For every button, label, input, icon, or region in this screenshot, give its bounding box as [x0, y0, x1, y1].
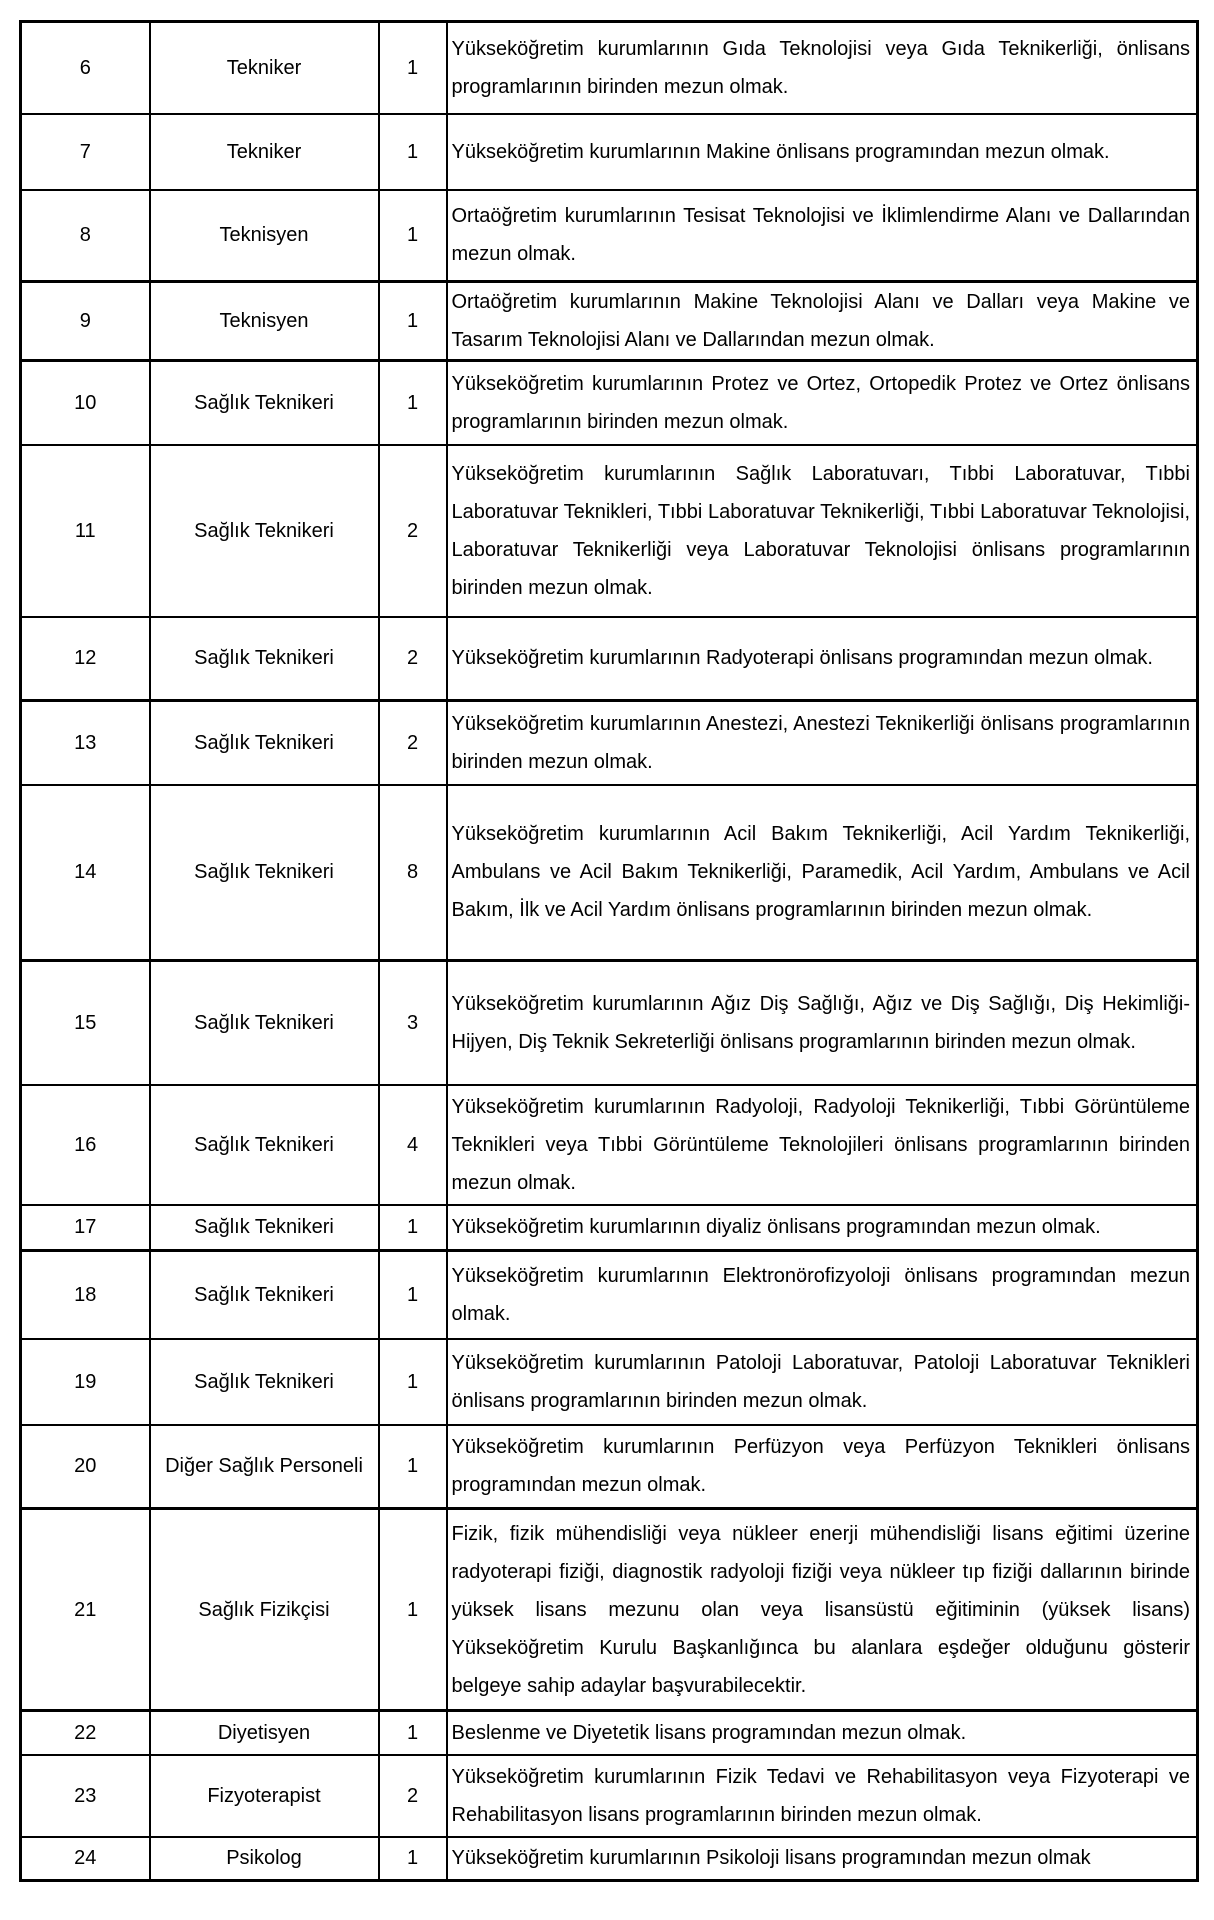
requirement-cell: Yükseköğretim kurumlarının Sağlık Laboratuvarı, Tıbbi Laboratuvar, Tıbbi Laboratuvar Teknikleri, Tıbbi Laboratuvar Teknikerliği, Tıbbi Laboratuvar Teknolojisi, Laboratuvar Teknikerliği veya Laboratuvar Teknolojisi önlisans programlarının birinden mezun olmak.: [447, 445, 1198, 617]
table-row: [21, 785, 1198, 961]
requirement-cell: Yükseköğretim kurumlarının Acil Bakım Teknikerliği, Acil Yardım Teknikerliği, Ambulans ve Acil Bakım Teknikerliği, Paramedik, Acil Yardım, Ambulans ve Acil Bakım, İlk ve Acil Yardım önlisans programlarının birinden mezun olmak.: [447, 785, 1198, 961]
row-number-cell: 24: [21, 1837, 150, 1881]
position-title-cell: Sağlık Teknikeri: [150, 1085, 379, 1205]
position-title-cell: Sağlık Teknikeri: [150, 961, 379, 1085]
document-page: [19, 20, 1196, 1882]
requirement-cell: Yükseköğretim kurumlarının Gıda Teknolojisi veya Gıda Teknikerliği, önlisans programlarının birinden mezun olmak.: [447, 22, 1198, 114]
position-title-cell: Sağlık Teknikeri: [150, 785, 379, 961]
position-title-cell: Diyetisyen: [150, 1711, 379, 1755]
row-number-cell: 6: [21, 22, 150, 114]
requirement-cell: Yükseköğretim kurumlarının Fizik Tedavi ve Rehabilitasyon veya Fizyoterapi ve Rehabilitasyon lisans programlarının birinden mezun olmak.: [447, 1755, 1198, 1837]
requirement-cell: Yükseköğretim kurumlarının Radyoterapi önlisans programından mezun olmak.: [447, 617, 1198, 701]
requirement-cell: Ortaöğretim kurumlarının Makine Teknolojisi Alanı ve Dalları veya Makine ve Tasarım Teknolojisi Alanı ve Dallarından mezun olmak.: [447, 282, 1198, 361]
position-title-cell: Diğer Sağlık Personeli: [150, 1425, 379, 1509]
requirement-cell: Ortaöğretim kurumlarının Tesisat Teknolojisi ve İklimlendirme Alanı ve Dallarından mezun olmak.: [447, 190, 1198, 282]
position-count-cell: 1: [379, 1251, 447, 1339]
table-row: [21, 190, 1198, 282]
position-count-cell: 1: [379, 114, 447, 190]
position-title-cell: Fizyoterapist: [150, 1755, 379, 1837]
position-count-cell: 8: [379, 785, 447, 961]
requirement-cell: Yükseköğretim kurumlarının Perfüzyon veya Perfüzyon Teknikleri önlisans programından mezun olmak.: [447, 1425, 1198, 1509]
table-row: [21, 1085, 1198, 1205]
position-title-cell: Sağlık Teknikeri: [150, 1339, 379, 1425]
position-count-cell: 1: [379, 22, 447, 114]
requirement-cell: Yükseköğretim kurumlarının Elektronörofizyoloji önlisans programından mezun olmak.: [447, 1251, 1198, 1339]
position-title-cell: Sağlık Teknikeri: [150, 1205, 379, 1251]
row-number-cell: 8: [21, 190, 150, 282]
row-number-cell: 23: [21, 1755, 150, 1837]
row-number-cell: 12: [21, 617, 150, 701]
requirement-cell: Yükseköğretim kurumlarının Protez ve Ortez, Ortopedik Protez ve Ortez önlisans programlarının birinden mezun olmak.: [447, 361, 1198, 445]
position-title-cell: Sağlık Fizikçisi: [150, 1509, 379, 1711]
requirement-cell: Yükseköğretim kurumlarının Radyoloji, Radyoloji Teknikerliği, Tıbbi Görüntüleme Teknikleri veya Tıbbi Görüntüleme Teknolojileri önlisans programlarının birinden mezun olmak.: [447, 1085, 1198, 1205]
row-number-cell: 17: [21, 1205, 150, 1251]
position-title-cell: Tekniker: [150, 114, 379, 190]
table-row: [21, 961, 1198, 1085]
requirement-cell: Yükseköğretim kurumlarının Anestezi, Anestezi Teknikerliği önlisans programlarının birinden mezun olmak.: [447, 701, 1198, 785]
position-count-cell: 1: [379, 1425, 447, 1509]
requirement-cell: Yükseköğretim kurumlarının Psikoloji lisans programından mezun olmak: [447, 1837, 1198, 1881]
position-title-cell: Psikolog: [150, 1837, 379, 1881]
position-count-cell: 3: [379, 961, 447, 1085]
row-number-cell: 16: [21, 1085, 150, 1205]
table-row: [21, 701, 1198, 785]
position-title-cell: Teknisyen: [150, 190, 379, 282]
table-row: [21, 361, 1198, 445]
table-row: [21, 1205, 1198, 1251]
position-count-cell: 4: [379, 1085, 447, 1205]
table-row: [21, 1509, 1198, 1711]
position-title-cell: Teknisyen: [150, 282, 379, 361]
position-count-cell: 1: [379, 190, 447, 282]
table-row: [21, 1755, 1198, 1837]
requirement-cell: Yükseköğretim kurumlarının Makine önlisans programından mezun olmak.: [447, 114, 1198, 190]
position-count-cell: 1: [379, 1837, 447, 1881]
position-count-cell: 1: [379, 1711, 447, 1755]
table-row: [21, 282, 1198, 361]
position-title-cell: Sağlık Teknikeri: [150, 1251, 379, 1339]
row-number-cell: 9: [21, 282, 150, 361]
position-count-cell: 2: [379, 701, 447, 785]
position-count-cell: 1: [379, 1339, 447, 1425]
row-number-cell: 15: [21, 961, 150, 1085]
position-count-cell: 2: [379, 445, 447, 617]
position-title-cell: Tekniker: [150, 22, 379, 114]
row-number-cell: 13: [21, 701, 150, 785]
row-number-cell: 7: [21, 114, 150, 190]
position-title-cell: Sağlık Teknikeri: [150, 361, 379, 445]
position-count-cell: 1: [379, 1205, 447, 1251]
position-count-cell: 1: [379, 282, 447, 361]
position-count-cell: 2: [379, 1755, 447, 1837]
table-row: [21, 1711, 1198, 1755]
table-row: [21, 1425, 1198, 1509]
table-row: [21, 22, 1198, 114]
table-row: [21, 1837, 1198, 1881]
position-count-cell: 2: [379, 617, 447, 701]
row-number-cell: 20: [21, 1425, 150, 1509]
requirement-cell: Yükseköğretim kurumlarının Patoloji Laboratuvar, Patoloji Laboratuvar Teknikleri önlisans programlarının birinden mezun olmak.: [447, 1339, 1198, 1425]
row-number-cell: 22: [21, 1711, 150, 1755]
table-row: [21, 114, 1198, 190]
row-number-cell: 19: [21, 1339, 150, 1425]
positions-table: [19, 20, 1199, 1882]
position-title-cell: Sağlık Teknikeri: [150, 617, 379, 701]
requirement-cell: Yükseköğretim kurumlarının diyaliz önlisans programından mezun olmak.: [447, 1205, 1198, 1251]
row-number-cell: 11: [21, 445, 150, 617]
table-row: [21, 1251, 1198, 1339]
requirement-cell: Yükseköğretim kurumlarının Ağız Diş Sağlığı, Ağız ve Diş Sağlığı, Diş Hekimliği-Hijyen, Diş Teknik Sekreterliği önlisans programlarının birinden mezun olmak.: [447, 961, 1198, 1085]
requirement-cell: Fizik, fizik mühendisliği veya nükleer enerji mühendisliği lisans eğitimi üzerine radyoterapi fiziği, diagnostik radyoloji fiziği veya nükleer tıp fiziği dallarının birinde yüksek lisans mezunu olan veya lisansüstü eğitiminin (yüksek lisans) Yükseköğretim Kurulu Başkanlığınca bu alanlara eşdeğer olduğunu gösterir belgeye sahip adaylar başvurabilecektir.: [447, 1509, 1198, 1711]
row-number-cell: 21: [21, 1509, 150, 1711]
position-title-cell: Sağlık Teknikeri: [150, 445, 379, 617]
requirement-cell: Beslenme ve Diyetetik lisans programından mezun olmak.: [447, 1711, 1198, 1755]
position-title-cell: Sağlık Teknikeri: [150, 701, 379, 785]
table-row: [21, 1339, 1198, 1425]
position-count-cell: 1: [379, 1509, 447, 1711]
row-number-cell: 18: [21, 1251, 150, 1339]
row-number-cell: 10: [21, 361, 150, 445]
table-row: [21, 617, 1198, 701]
row-number-cell: 14: [21, 785, 150, 961]
positions-table-body: [21, 22, 1198, 1881]
table-row: [21, 445, 1198, 617]
position-count-cell: 1: [379, 361, 447, 445]
